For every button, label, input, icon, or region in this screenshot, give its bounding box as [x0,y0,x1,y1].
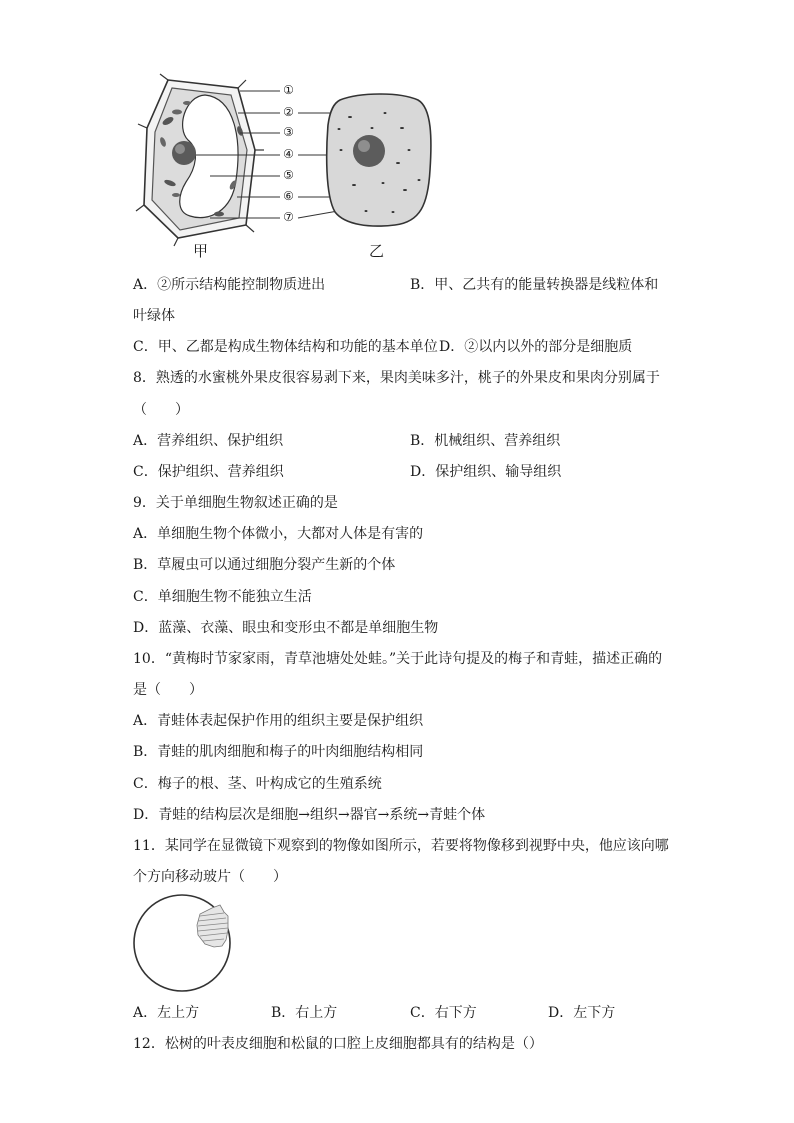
label-2: ② [283,105,294,119]
q10-option-d: D．青蛙的结构层次是细胞→组织→器官→系统→青蛙个体 [133,807,486,823]
q11-option-d: D．左下方 [548,1005,616,1021]
q8-stem: 8．熟透的水蜜桃外果皮很容易剥下来，果肉美味多汁，桃子的外果皮和果肉分别属于 [133,370,660,386]
q11-option-b: B．右上方 [271,1005,338,1021]
q10-stem: 10．“黄梅时节家家雨，青草池塘处处蛙。”关于此诗句提及的梅子和青蛙，描述正确的 [133,651,663,667]
q9-option-a: A．单细胞生物个体微小，大都对人体是有害的 [133,526,424,542]
q8-option-a: A．营养组织、保护组织 [133,433,284,449]
q8-option-d: D．保护组织、输导组织 [410,464,562,480]
q9-option-d: D．蓝藻、衣藻、眼虫和变形虫不都是单细胞生物 [133,620,439,636]
q10-option-a: A．青蛙体表起保护作用的组织主要是保护组织 [133,713,424,729]
label-1: ① [283,83,294,97]
animal-cell [327,94,431,226]
microscope-field [134,895,230,991]
q10-option-b: B．青蛙的肌肉细胞和梅子的叶肉细胞结构相同 [133,744,424,760]
q9-option-b: B．草履虫可以通过细胞分裂产生新的个体 [133,557,396,573]
q7-option-d: D．②以内以外的部分是细胞质 [439,339,633,355]
label-5: ⑤ [283,168,294,182]
label-6: ⑥ [283,189,294,203]
q8-paren: （ ） [133,402,189,418]
caption-left: 甲 [193,242,209,260]
q7-option-c: C．甲、乙都是构成生物体结构和功能的基本单位 [133,339,438,355]
caption-right: 乙 [369,242,385,260]
q8-option-c: C．保护组织、营养组织 [133,464,284,480]
q9-option-c: C．单细胞生物不能独立生活 [133,589,312,605]
q10-option-c: C．梅子的根、茎、叶构成它的生殖系统 [133,776,382,792]
label-4: ④ [283,147,294,161]
q12-stem: 12．松树的叶表皮细胞和松鼠的口腔上皮细胞都具有的结构是（） [133,1036,543,1052]
q11-stem-cont: 个方向移动玻片（ ） [133,869,287,885]
q11-stem: 11．某同学在显微镜下观察到的物像如图所示，若要将物像移到视野中央，他应该向哪 [133,838,669,854]
q7-option-b: B．甲、乙共有的能量转换器是线粒体和 [410,277,659,293]
q7-option-a: A．②所示结构能控制物质进出 [133,277,326,293]
plant-cell [136,74,264,246]
q7-option-b-cont: 叶绿体 [133,308,175,324]
q9-stem: 9．关于单细胞生物叙述正确的是 [133,495,338,511]
q8-option-b: B．机械组织、营养组织 [410,433,561,449]
label-7: ⑦ [283,210,294,224]
label-3: ③ [283,125,294,139]
q10-stem-cont: 是（ ） [133,682,203,698]
q11-option-a: A．左上方 [133,1005,200,1021]
q11-option-c: C．右下方 [410,1005,477,1021]
